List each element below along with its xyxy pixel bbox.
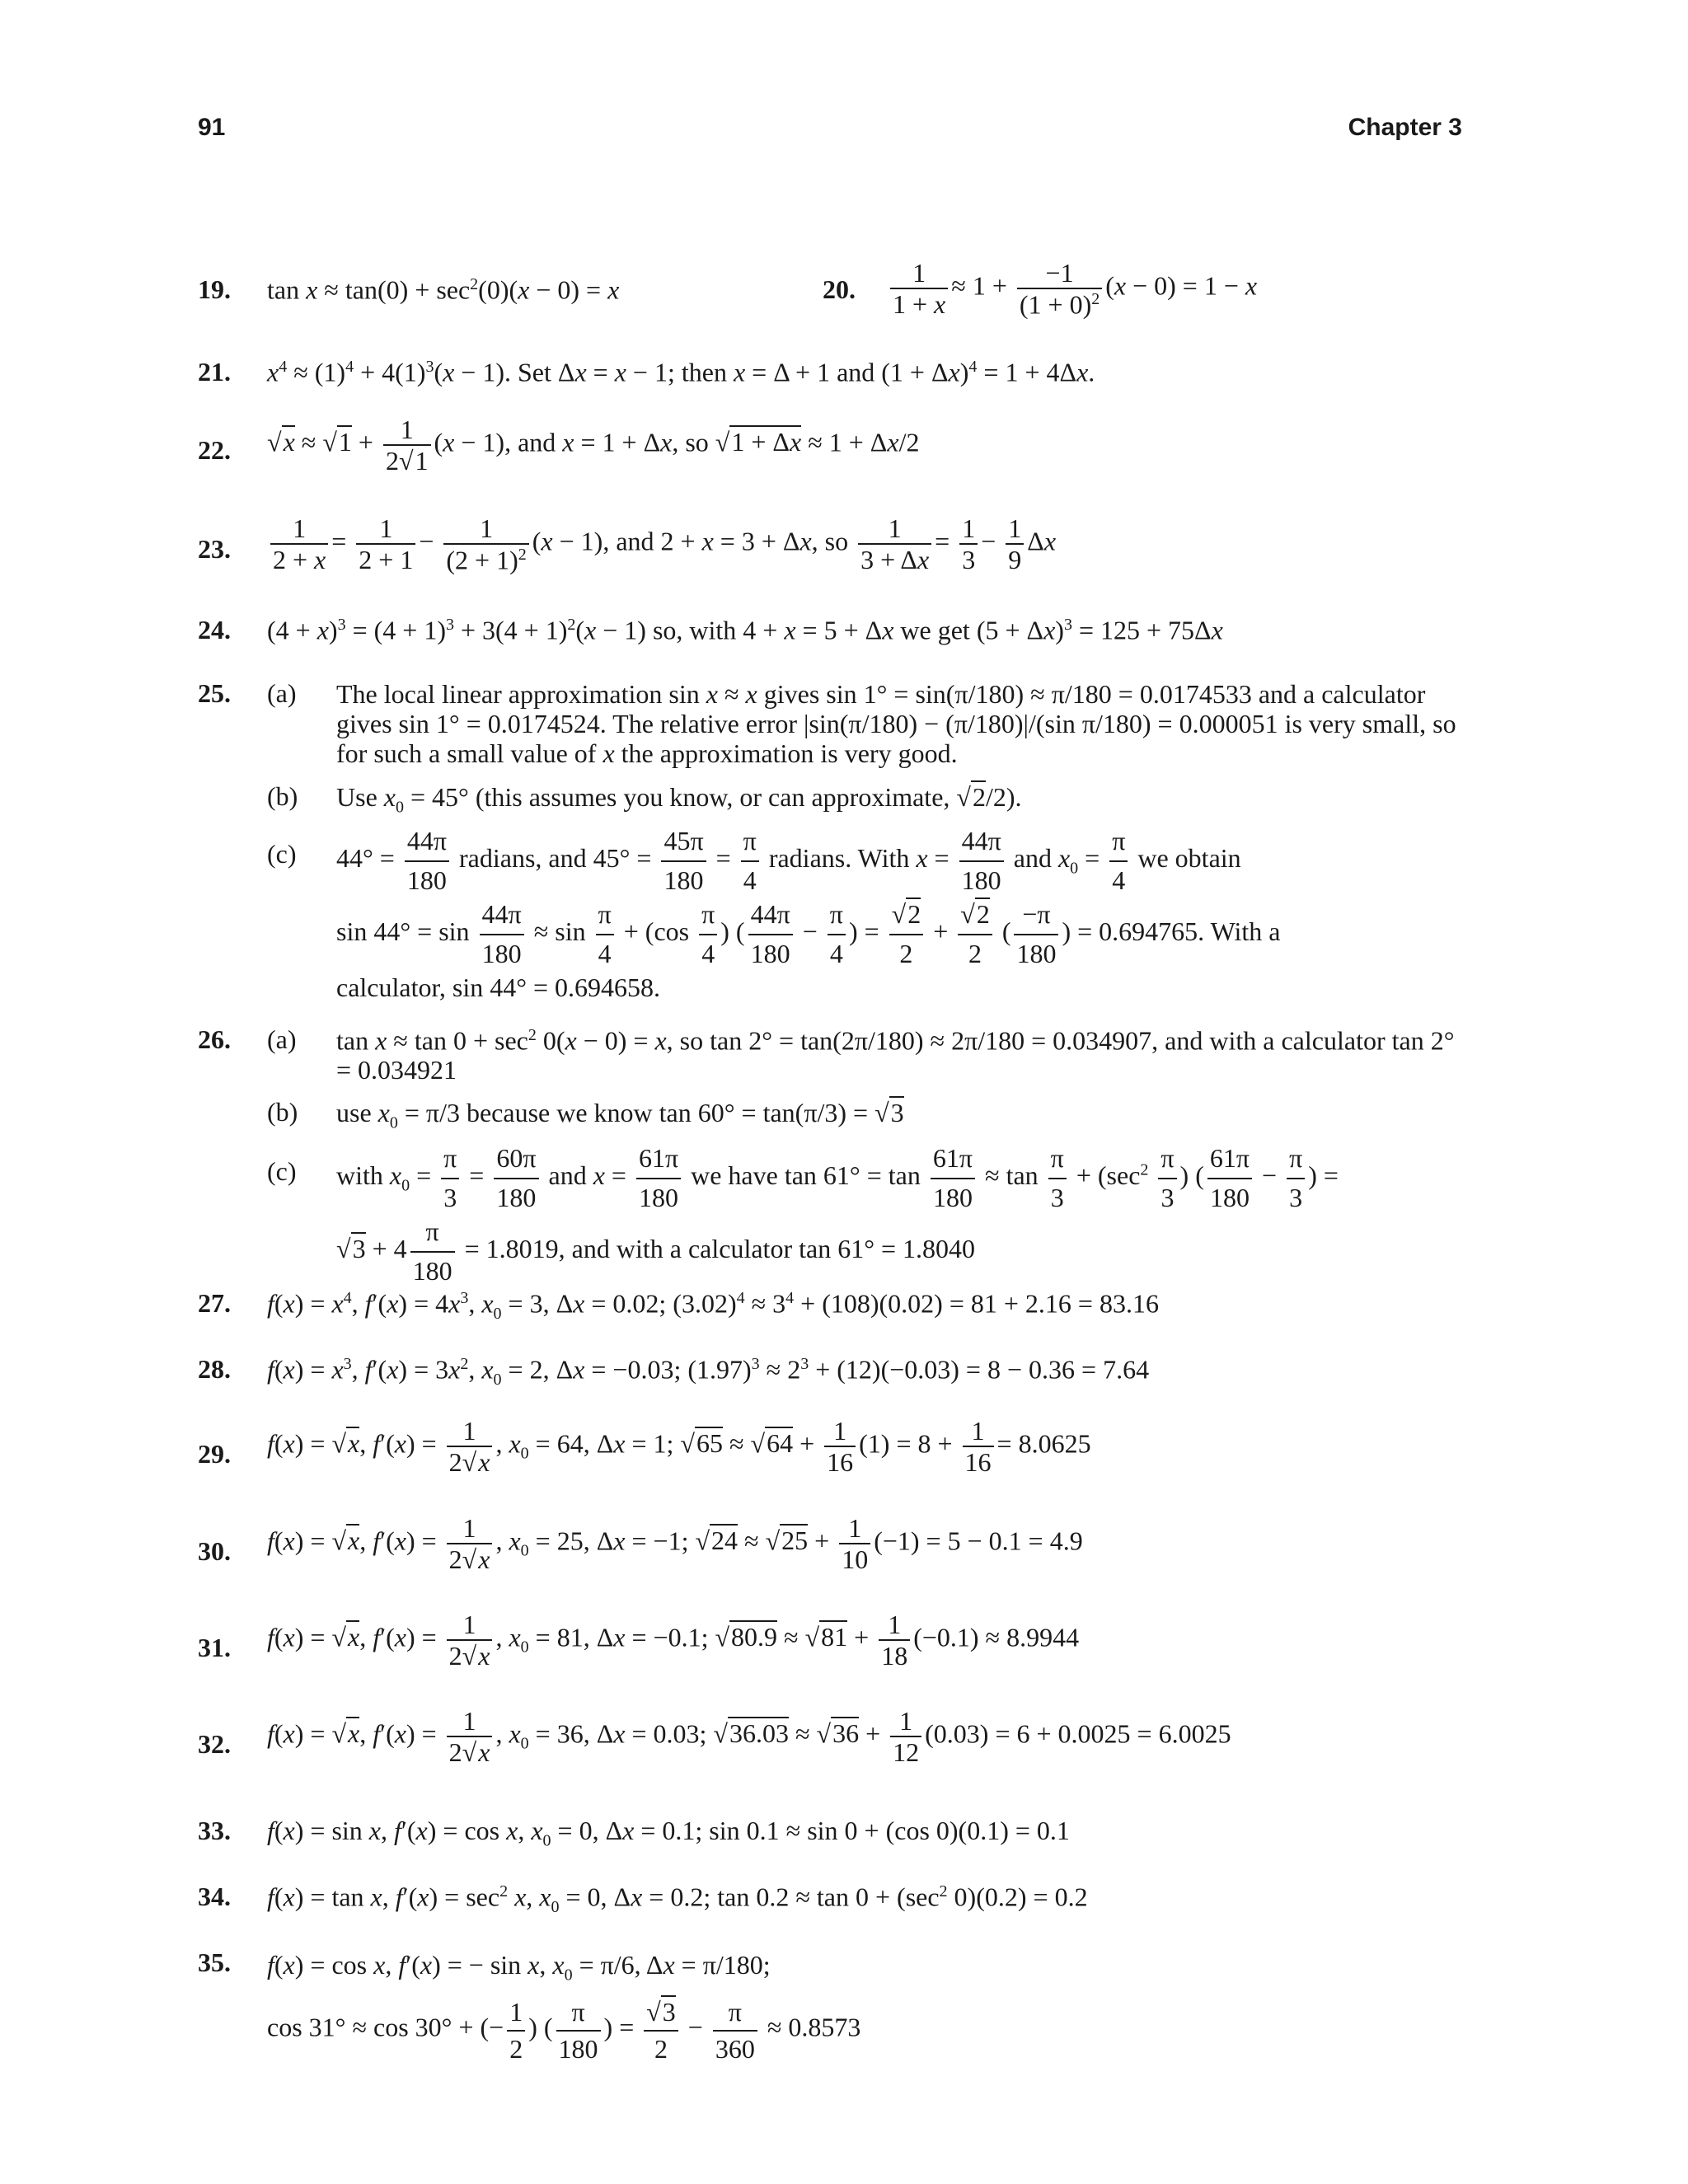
problem-number: 20. — [823, 274, 856, 304]
problem-body: √x ≈ √1 + $\frac{1}{2√1}$ (x − 1), and x = 1 + Δx, so √1 + Δx ≈ 1 + Δx/2 — [267, 415, 920, 476]
part-label: (b) — [267, 1097, 298, 1127]
part-text: with $x_0$ = $\frac{\pi}{3}$ = $\frac{60\pi}{180}$ and x = $\frac{61\pi}{180}$ we have tan 61° = tan $\frac{61\pi}{180}$ ≈ tan $\frac{\pi}{3}$ + ($\sec^2$ $\frac{\pi}{3}$ ) ( $\frac{61\pi}{180}$ − $\frac{\pi}{3}$ ) = √3 + 4 $\frac{\pi}{180}$ = 1.8019, and with a calculator tan 61° = 1.8040 — [336, 1143, 1339, 1286]
problem-25a — [267, 680, 1469, 771]
problem-33 — [198, 1817, 1469, 1850]
problem-number: 32. — [198, 1729, 231, 1759]
problem-number: 22. — [198, 435, 231, 465]
part-label: (a) — [267, 1024, 297, 1054]
problem-number: 19. — [198, 274, 231, 304]
part-label: (c) — [267, 839, 297, 869]
problem-number: 28. — [198, 1354, 231, 1384]
problem-35 — [198, 1949, 1469, 2073]
problem-body: $\frac{1}{2 + x}$ = $\frac{1}{2 + 1}$ − $\frac{1}{(2 + 1)^2}$ (x − 1), and 2 + x = 3 + Δx, so $\frac{1}{3 + \Delta x}$ = $\frac{1}{3}$ − $\frac{1}{9}$ Δx — [267, 515, 1469, 574]
problem-22 — [198, 416, 1469, 482]
problem-number: 31. — [198, 1633, 231, 1662]
problem-26b — [267, 1099, 1469, 1132]
problem-25b — [267, 783, 1469, 816]
problem-number: 26. — [198, 1024, 231, 1054]
part-text: 44° = $\frac{44\pi}{180}$ radians, and 45° = $\frac{45\pi}{180}$ = $\frac{\pi}{4}$ radians. With x = $\frac{44\pi}{180}$ and $x_0$ = $\frac{\pi}{4}$ we obtain sin 44° = sin $\frac{44\pi}{180}$ ≈ sin $\frac{\pi}{4}$ + (cos $\frac{\pi}{4}$ ) ( $\frac{44\pi}{180}$ − $\frac{\pi}{4}$ ) = $\frac{√2}{2}$ + $\frac{√2}{2}$ ( $\frac{-\pi}{180}$ ) = 0.694765. With a calculator, sin 44° = 0.694658. — [336, 826, 1281, 1003]
problem-30 — [198, 1515, 1469, 1585]
problem-body: f(x) = sin x, f′(x) = cos x, $x_0 = 0$, Δx = 0.1; sin 0.1 ≈ sin 0 + (cos 0)(0.1) = 0.1 — [267, 1816, 1070, 1850]
problem-32 — [198, 1708, 1469, 1778]
problem-34 — [198, 1883, 1469, 1916]
problem-27 — [198, 1290, 1469, 1323]
problem-number: 25. — [198, 678, 231, 708]
part-text: The local linear approximation sin x ≈ x gives sin 1° = sin(π/180) ≈ π/180 = 0.0174533 and a calculator gives sin 1° = 0.0174524. The relative error |sin(π/180) − (π/180)|/(sin π/180) = 0.000051 is very small, so for such a small value of x the approximation is very good. — [336, 679, 1456, 768]
problem-21 — [198, 359, 1469, 391]
problem-body: f(x) = √x, f′(x) = $\frac{1}{2√x}$ , $x_0 = 81$, Δx = −0.1; √80.9 ≈ √81 + $\frac{1}{18}$ (−0.1) ≈ 8.9944 — [267, 1610, 1080, 1671]
problem-body: $(4 + x)^3 = (4 + 1)^3 + 3(4 + 1)^2(x - 1)$ so, with 4 + x = 5 + Δx we get $(5 + \Delta x)^3 = 125 + 75\Delta x$ — [267, 615, 1223, 645]
problem-body: f(x) = √x, f′(x) = $\frac{1}{2√x}$ , $x_0 = 25$, Δx = −1; √24 ≈ √25 + $\frac{1}{10}$ (−1) = 5 − 0.1 = 4.9 — [267, 1513, 1083, 1574]
part-label: (a) — [267, 678, 297, 708]
problem-body: f(x) = √x, f′(x) = $\frac{1}{2√x}$ , $x_0 = 36$, Δx = 0.03; √36.03 ≈ √36 + $\frac{1}{12}$ (0.03) = 6 + 0.0025 = 6.0025 — [267, 1706, 1231, 1767]
problem-26 — [198, 1024, 1469, 1286]
problem-body: $\tan x \approx \tan(0) + \sec^2(0)(x - 0) = x$ — [267, 274, 620, 305]
problem-20 — [823, 260, 1482, 326]
problem-number: 33. — [198, 1816, 231, 1845]
part-label: (c) — [267, 1156, 297, 1186]
problem-number: 34. — [198, 1882, 231, 1911]
problem-31 — [198, 1611, 1469, 1681]
problem-number: 30. — [198, 1536, 231, 1566]
part-label: (b) — [267, 781, 298, 811]
problem-25c — [267, 824, 1469, 1022]
problem-body: $f(x) = x^3$, $f'(x) = 3x^2$, $x_0 = 2$, Δx = −0.03; $(1.97)^3 \approx 2^3 + (12)(-0.03) = 8 - 0.36 = 7.64$ — [267, 1354, 1150, 1390]
problem-body: f(x) = cos x, f′(x) = − sin x, $x_0 = \pi/6$, Δx = π/180; cos 31° ≈ cos 30° + (− $\frac{1}{2}$ ) ( $\frac{\pi}{180}$ ) = $\frac{√3}{2}$ − $\frac{\pi}{360}$ ≈ 0.8573 — [267, 1950, 861, 2064]
problem-body: $x^4 \approx (1)^4 + 4(1)^3(x - 1)$. Set Δx = x − 1; then x = Δ + 1 and $(1 + \Delta x)^4 = 1 + 4\Delta x$. — [267, 357, 1095, 387]
page-number: 91 — [198, 114, 226, 141]
problem-body: f(x) = tan x, $f'(x) = \sec^2 x$, $x_0 = 0$, Δx = 0.2; $\tan 0.2 \approx \tan 0 + (\sec^2$ 0)(0.2) = 0.2 — [267, 1882, 1088, 1917]
problem-body: f(x) = √x, f′(x) = $\frac{1}{2√x}$ , $x_0 = 64$, Δx = 1; √65 ≈ √64 + $\frac{1}{16}$ (1) = 8 + $\frac{1}{16}$ = 8.0625 — [267, 1416, 1091, 1477]
problem-29 — [198, 1418, 1469, 1488]
problem-number: 27. — [198, 1288, 231, 1318]
problem-number: 21. — [198, 357, 231, 387]
part-text: $\tan x \approx \tan 0 + \sec^2 0(x - 0) = x$, so tan 2° = tan(2π/180) ≈ 2π/180 = 0.034907, and with a calculator tan 2° = 0.034921 — [336, 1025, 1455, 1085]
problem-number: 24. — [198, 615, 231, 644]
problem-body: $f(x) = x^4$, $f'(x) = 4x^3$, $x_0 = 3$, Δx = 0.02; $(3.02)^4 \approx 3^4 + (108)(0.02) = 81 + 2.16 = 83.16$ — [267, 1288, 1159, 1324]
part-text: use $x_0 = \pi/3$ because we know tan 60° = tan(π/3) = √3 — [336, 1098, 904, 1132]
problem-28 — [198, 1356, 1469, 1389]
problem-number: 35. — [198, 1947, 231, 1977]
problem-26c — [267, 1141, 1469, 1286]
problem-number: 23. — [198, 534, 231, 564]
part-text: Use $x_0 = 45^\circ$ (this assumes you know, or can approximate, √2/2). — [336, 782, 1022, 817]
chapter-title: Chapter 3 — [1348, 114, 1462, 141]
problem-23 — [198, 515, 1469, 581]
problem-body: $\frac{1}{1 + x}$ ≈ 1 + $\frac{-1}{(1 + 0)^2}$ (x − 0) = 1 − x — [887, 260, 1482, 318]
problem-26a — [267, 1026, 1469, 1088]
problem-24 — [198, 616, 1469, 649]
problem-number: 29. — [198, 1439, 231, 1469]
problem-25 — [198, 680, 1469, 1026]
